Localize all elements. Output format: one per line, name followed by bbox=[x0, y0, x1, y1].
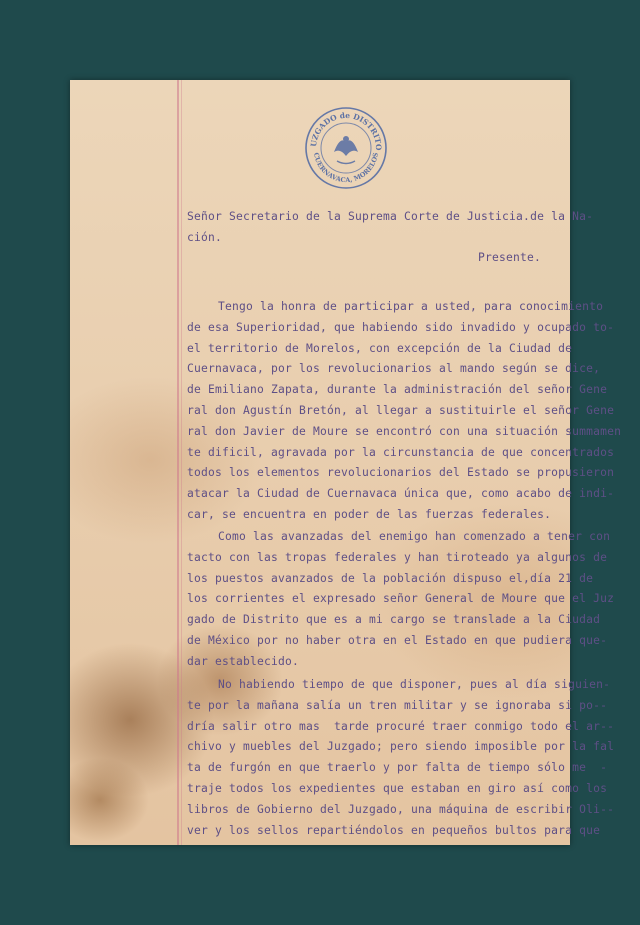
paragraph-2-line: Como las avanzadas del enemigo han comenzado a tener con bbox=[218, 530, 611, 543]
paragraph-1-line: Tengo la honra de participar a usted, para conocimiento bbox=[218, 300, 604, 313]
document-page bbox=[70, 80, 622, 845]
paragraph-1-line: Cuernavaca, por los revolucionarios al mando según se dice, bbox=[187, 362, 601, 376]
paragraph-1-line: el territorio de Morelos, con excepción de la Ciudad de bbox=[187, 341, 573, 355]
paragraph-3-line: traje todos los expedientes que estaban en giro así como los bbox=[187, 782, 608, 795]
paragraph-1-line: car, se encuentra en poder de las fuerzas federales. bbox=[187, 508, 552, 521]
paragraph-1-line: de esa Superioridad, que habiendo sido invadido y ocupado to- bbox=[187, 320, 615, 334]
salutation-line: ción. bbox=[187, 231, 223, 244]
paragraph-1-line: te dificil, agravada por la circunstancia de que concentrados bbox=[187, 445, 615, 459]
paragraph-3-line: chivo y muebles del Juzgado; pero siendo imposible por la fal bbox=[187, 740, 615, 754]
margin-rule-secondary bbox=[181, 80, 182, 845]
paragraph-3-line: dría salir otro mas tarde procuré traer conmigo todo el ar-- bbox=[187, 719, 615, 733]
paragraph-1-line: de Emiliano Zapata, durante la administración del señor Gene bbox=[187, 383, 608, 397]
margin-rule bbox=[177, 80, 179, 845]
paragraph-1-line: atacar la Ciudad de Cuernavaca única que, como acabo de indi- bbox=[187, 487, 615, 501]
paragraph-2-line: dar establecido. bbox=[187, 654, 300, 668]
court-seal-stamp bbox=[304, 106, 388, 190]
paragraph-2-line: los corrientes el expresado señor General de Moure que el Juz bbox=[187, 592, 615, 606]
paragraph-2-line: de México por no haber otra en el Estado en que pudiera que- bbox=[187, 634, 608, 647]
paragraph-2-line: los puestos avanzados de la población dispuso el,día 21 de bbox=[187, 571, 594, 585]
presente-line: Presente. bbox=[478, 251, 542, 264]
salutation-line: Señor Secretario de la Suprema Corte de Justicia.de la Na- bbox=[187, 210, 594, 223]
paragraph-1-line: ral don Javier de Moure se encontró con una situación summamen bbox=[187, 424, 622, 438]
paragraph-3-line: No habiendo tiempo de que disponer, pues al día siguien- bbox=[218, 678, 611, 691]
paragraph-2-line: gado de Distrito que es a mi cargo se translade a la Ciudad bbox=[187, 613, 601, 627]
paragraph-3-line: ta de furgón en que traerlo y por falta de tiempo sólo me - bbox=[187, 761, 608, 775]
paragraph-1-line: todos los elementos revolucionarios del Estado se propusieron bbox=[187, 466, 615, 480]
eagle-emblem-icon bbox=[334, 136, 358, 164]
paragraph-3-line: libros de Gobierno del Juzgado, una máquina de escribir Oli-- bbox=[187, 802, 615, 816]
paragraph-3-line: ver y los sellos repartiéndolos en pequeños bultos para que bbox=[187, 823, 601, 837]
paragraph-1-line: ral don Agustín Bretón, al llegar a sustituirle el señor Gene bbox=[187, 404, 615, 417]
paragraph-3-line: te por la mañana salía un tren militar y se ignoraba si po-- bbox=[187, 698, 608, 712]
paragraph-2-line: tacto con las tropas federales y han tiroteado ya algunos de bbox=[187, 550, 608, 564]
seal-top-text: UZGADO de DISTRITO bbox=[308, 110, 384, 151]
seal-bottom-text: CUERNAVACA, MORELOS bbox=[312, 151, 380, 185]
